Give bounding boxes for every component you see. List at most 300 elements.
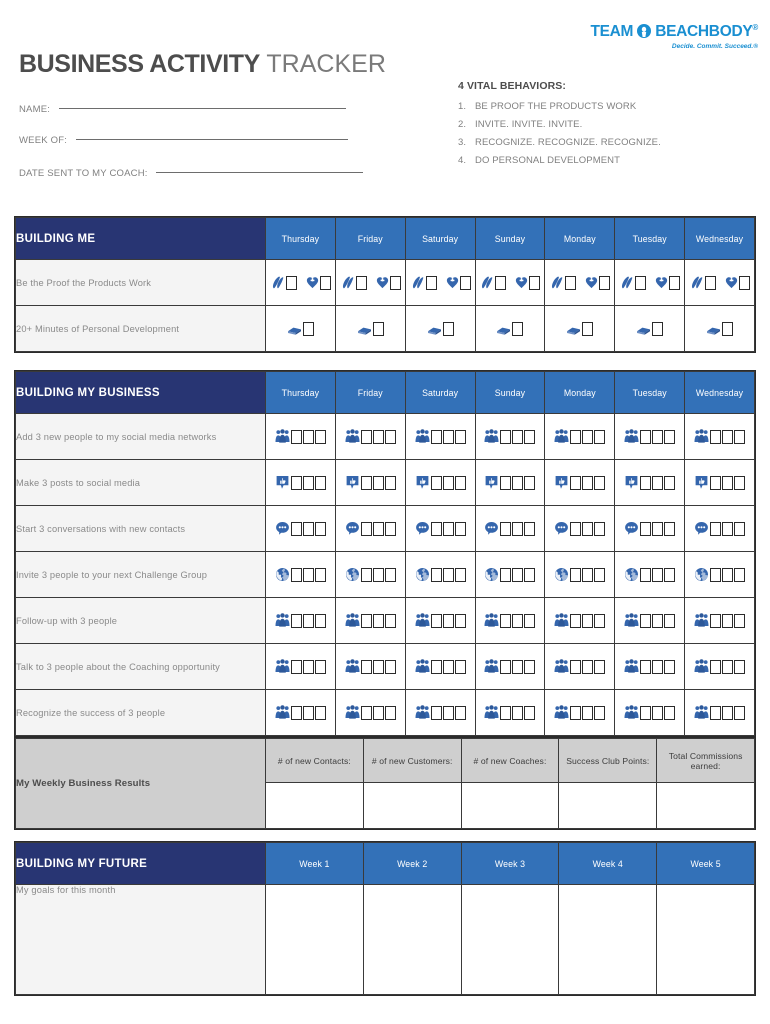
checkbox-cell-tuesday[interactable] <box>615 506 685 552</box>
checkbox-cell-saturday[interactable] <box>405 414 475 460</box>
weekly-results-label: My Weekly Business Results <box>16 739 266 829</box>
thumbs-up-bubble-icon <box>415 475 430 490</box>
checkbox[interactable] <box>361 522 372 536</box>
checkbox-cell-monday[interactable] <box>545 460 615 506</box>
checkbox-cell-friday[interactable] <box>335 552 405 598</box>
vital-behavior-number: 1. <box>458 101 467 112</box>
checkbox[interactable] <box>291 660 302 674</box>
table-row <box>16 414 755 460</box>
checkbox[interactable] <box>303 568 314 582</box>
goal-input-week-1[interactable] <box>266 885 364 995</box>
checkbox[interactable] <box>373 706 384 720</box>
checkbox[interactable] <box>373 322 384 336</box>
table-row <box>16 306 755 352</box>
checkbox-cell-thursday[interactable] <box>266 506 336 552</box>
checkbox-cell-wednesday[interactable] <box>685 414 755 460</box>
people-group-icon <box>415 429 430 444</box>
task-label: Follow-up with 3 people <box>16 598 266 644</box>
checkbox[interactable] <box>303 660 314 674</box>
checkbox[interactable] <box>443 522 454 536</box>
checkbox[interactable] <box>570 430 581 444</box>
vital-behaviors-block <box>458 80 661 173</box>
checkbox-cell-monday[interactable] <box>545 598 615 644</box>
checkbox[interactable] <box>512 660 523 674</box>
checkbox-cell-tuesday[interactable] <box>615 552 685 598</box>
checkbox[interactable] <box>722 706 733 720</box>
checkbox[interactable] <box>594 476 605 490</box>
checkbox[interactable] <box>635 276 646 290</box>
task-label-personal-development: 20+ Minutes of Personal Development <box>16 306 266 352</box>
checkbox[interactable] <box>710 660 721 674</box>
checkbox[interactable] <box>582 522 593 536</box>
book-icon <box>287 321 302 336</box>
checkbox[interactable] <box>664 660 675 674</box>
vital-behavior-item <box>458 101 661 112</box>
checkbox[interactable] <box>640 614 651 628</box>
heart-drop-icon <box>725 276 738 289</box>
checkbox[interactable] <box>734 706 745 720</box>
checkbox-cell-saturday[interactable] <box>405 306 475 352</box>
checkbox[interactable] <box>570 568 581 582</box>
people-group-icon <box>694 429 709 444</box>
field-week-of-label: WEEK OF: <box>19 135 68 146</box>
checkbox[interactable] <box>291 706 302 720</box>
checkbox[interactable] <box>455 430 466 444</box>
week-header-1: Week 1 <box>266 843 364 885</box>
checkbox[interactable] <box>512 476 523 490</box>
checkbox[interactable] <box>512 568 523 582</box>
checkbox[interactable] <box>570 660 581 674</box>
week-header-5: Week 5 <box>657 843 755 885</box>
checkbox[interactable] <box>582 430 593 444</box>
checkbox[interactable] <box>426 276 437 290</box>
checkbox-cell-wednesday[interactable] <box>685 598 755 644</box>
checkbox[interactable] <box>594 430 605 444</box>
checkbox[interactable] <box>664 568 675 582</box>
checkbox[interactable] <box>303 430 314 444</box>
checkbox-cell-friday[interactable] <box>335 598 405 644</box>
globe-icon <box>415 567 430 582</box>
checkbox-cell-tuesday[interactable] <box>615 598 685 644</box>
checkbox[interactable] <box>734 614 745 628</box>
checkbox[interactable] <box>512 430 523 444</box>
checkbox[interactable] <box>594 614 605 628</box>
checkbox[interactable] <box>734 522 745 536</box>
checkbox[interactable] <box>361 430 372 444</box>
checkbox[interactable] <box>524 660 535 674</box>
checkbox[interactable] <box>722 476 733 490</box>
checkbox[interactable] <box>710 706 721 720</box>
checkbox-cell-tuesday[interactable] <box>615 460 685 506</box>
checkbox[interactable] <box>599 276 610 290</box>
checkbox[interactable] <box>443 614 454 628</box>
checkbox[interactable] <box>385 614 396 628</box>
results-input-new-contacts[interactable] <box>266 783 364 829</box>
checkbox-cell-sunday[interactable] <box>475 260 545 306</box>
checkbox-cell-friday[interactable] <box>335 460 405 506</box>
checkbox-cell-wednesday[interactable] <box>685 552 755 598</box>
checkbox[interactable] <box>664 476 675 490</box>
checkbox[interactable] <box>455 706 466 720</box>
checkbox[interactable] <box>652 522 663 536</box>
checkbox[interactable] <box>455 568 466 582</box>
checkbox-cell-sunday[interactable] <box>475 690 545 736</box>
day-header-friday: Friday <box>335 372 405 414</box>
checkbox[interactable] <box>291 522 302 536</box>
day-header-wednesday: Wednesday <box>685 218 755 260</box>
page-header <box>0 0 770 200</box>
task-label: Recognize the success of 3 people <box>16 690 266 736</box>
checkbox[interactable] <box>664 522 675 536</box>
checkbox[interactable] <box>524 430 535 444</box>
checkbox[interactable] <box>582 322 593 336</box>
checkbox-cell-thursday[interactable] <box>266 552 336 598</box>
beachbody-badge-icon <box>637 24 651 38</box>
checkbox[interactable] <box>500 706 511 720</box>
checkbox-cell-sunday[interactable] <box>475 598 545 644</box>
weekly-results-table <box>14 737 756 830</box>
task-label: Start 3 conversations with new contacts <box>16 506 266 552</box>
checkbox[interactable] <box>443 322 454 336</box>
checkbox-cell-sunday[interactable] <box>475 552 545 598</box>
checkbox-cell-sunday[interactable] <box>475 506 545 552</box>
logo-text-beachbody: BEACHBODY <box>655 23 753 41</box>
checkbox[interactable] <box>582 476 593 490</box>
checkbox[interactable] <box>710 430 721 444</box>
checkbox[interactable] <box>722 660 733 674</box>
building-my-future-table <box>14 841 756 996</box>
goal-input-week-3[interactable] <box>461 885 559 995</box>
checkbox[interactable] <box>722 568 733 582</box>
checkbox[interactable] <box>390 276 401 290</box>
checkbox[interactable] <box>570 522 581 536</box>
checkbox-cell-wednesday[interactable] <box>685 260 755 306</box>
checkbox[interactable] <box>431 522 442 536</box>
checkbox-cell-monday[interactable] <box>545 260 615 306</box>
results-input-new-coaches[interactable] <box>461 783 559 829</box>
checkbox-cell-saturday[interactable] <box>405 690 475 736</box>
checkbox-cell-monday[interactable] <box>545 644 615 690</box>
people-group-icon <box>275 613 290 628</box>
checkbox[interactable] <box>640 476 651 490</box>
checkbox-cell-sunday[interactable] <box>475 460 545 506</box>
checkbox[interactable] <box>455 614 466 628</box>
checkbox[interactable] <box>495 276 506 290</box>
checkbox-cell-saturday[interactable] <box>405 260 475 306</box>
checkbox[interactable] <box>570 706 581 720</box>
goal-input-week-4[interactable] <box>559 885 657 995</box>
checkbox-cell-sunday[interactable] <box>475 414 545 460</box>
checkbox-cell-thursday[interactable] <box>266 644 336 690</box>
checkbox[interactable] <box>315 568 326 582</box>
field-name[interactable] <box>19 104 346 115</box>
checkbox-cell-thursday[interactable] <box>266 306 336 352</box>
checkbox[interactable] <box>320 276 331 290</box>
checkbox[interactable] <box>582 568 593 582</box>
checkbox[interactable] <box>303 706 314 720</box>
checkbox-cell-saturday[interactable] <box>405 460 475 506</box>
checkbox[interactable] <box>640 660 651 674</box>
checkbox[interactable] <box>652 568 663 582</box>
checkbox[interactable] <box>652 614 663 628</box>
checkbox[interactable] <box>652 322 663 336</box>
checkbox[interactable] <box>594 706 605 720</box>
checkbox[interactable] <box>594 568 605 582</box>
checkbox-cell-friday[interactable] <box>335 260 405 306</box>
checkbox[interactable] <box>315 430 326 444</box>
checkbox[interactable] <box>664 614 675 628</box>
checkbox[interactable] <box>529 276 540 290</box>
checkbox[interactable] <box>303 522 314 536</box>
checkbox[interactable] <box>594 660 605 674</box>
people-group-icon <box>624 659 639 674</box>
checkbox[interactable] <box>734 568 745 582</box>
checkbox[interactable] <box>431 476 442 490</box>
checkbox[interactable] <box>385 568 396 582</box>
checkbox[interactable] <box>710 522 721 536</box>
checkbox[interactable] <box>373 476 384 490</box>
checkbox[interactable] <box>500 614 511 628</box>
checkbox[interactable] <box>315 614 326 628</box>
checkbox-cell-sunday[interactable] <box>475 644 545 690</box>
checkbox[interactable] <box>734 660 745 674</box>
checkbox[interactable] <box>460 276 471 290</box>
people-group-icon <box>275 659 290 674</box>
checkbox[interactable] <box>705 276 716 290</box>
checkbox-cell-sunday[interactable] <box>475 306 545 352</box>
checkbox[interactable] <box>361 568 372 582</box>
checkbox[interactable] <box>524 476 535 490</box>
checkbox-cell-friday[interactable] <box>335 644 405 690</box>
checkbox[interactable] <box>640 706 651 720</box>
checkbox-cell-wednesday[interactable] <box>685 306 755 352</box>
checkbox[interactable] <box>385 706 396 720</box>
checkbox[interactable] <box>431 568 442 582</box>
checkbox[interactable] <box>286 276 297 290</box>
checkbox[interactable] <box>303 322 314 336</box>
checkbox[interactable] <box>582 706 593 720</box>
vital-behavior-number: 2. <box>458 119 467 130</box>
checkbox[interactable] <box>710 614 721 628</box>
results-input-new-customers[interactable] <box>363 783 461 829</box>
checkbox[interactable] <box>734 430 745 444</box>
people-group-icon <box>275 429 290 444</box>
checkbox[interactable] <box>722 430 733 444</box>
day-header-thursday: Thursday <box>266 372 336 414</box>
checkbox-cell-monday[interactable] <box>545 414 615 460</box>
checkbox-cell-thursday[interactable] <box>266 598 336 644</box>
goal-input-week-5[interactable] <box>657 885 755 995</box>
checkbox[interactable] <box>570 614 581 628</box>
checkbox[interactable] <box>512 522 523 536</box>
checkbox-cell-saturday[interactable] <box>405 552 475 598</box>
checkbox[interactable] <box>594 522 605 536</box>
checkbox-cell-monday[interactable] <box>545 552 615 598</box>
field-date-sent-to-coach[interactable] <box>19 168 363 179</box>
checkbox[interactable] <box>385 522 396 536</box>
checkbox[interactable] <box>565 276 576 290</box>
checkbox[interactable] <box>431 706 442 720</box>
page-title-bold: BUSINESS ACTIVITY <box>19 50 260 78</box>
checkbox[interactable] <box>373 614 384 628</box>
checkbox[interactable] <box>443 430 454 444</box>
checkbox[interactable] <box>669 276 680 290</box>
goal-input-week-2[interactable] <box>363 885 461 995</box>
results-input-success-club-points[interactable] <box>559 783 657 829</box>
people-group-icon <box>415 613 430 628</box>
checkbox-cell-tuesday[interactable] <box>615 306 685 352</box>
checkbox-cell-saturday[interactable] <box>405 644 475 690</box>
checkbox-cell-tuesday[interactable] <box>615 690 685 736</box>
field-week-of-rule[interactable] <box>76 139 348 140</box>
checkbox[interactable] <box>373 660 384 674</box>
checkbox-cell-wednesday[interactable] <box>685 690 755 736</box>
logo-registered-mark: ® <box>752 23 758 32</box>
checkbox[interactable] <box>664 706 675 720</box>
checkbox[interactable] <box>361 476 372 490</box>
checkbox[interactable] <box>652 660 663 674</box>
day-header-sunday: Sunday <box>475 372 545 414</box>
checkbox[interactable] <box>291 476 302 490</box>
people-group-icon <box>345 705 360 720</box>
checkbox[interactable] <box>291 568 302 582</box>
checkbox[interactable] <box>315 522 326 536</box>
checkbox[interactable] <box>582 614 593 628</box>
checkbox[interactable] <box>315 706 326 720</box>
vital-behavior-item <box>458 119 661 130</box>
checkbox[interactable] <box>500 430 511 444</box>
checkbox[interactable] <box>303 614 314 628</box>
shake-icon <box>340 275 355 290</box>
checkbox[interactable] <box>361 706 372 720</box>
checkbox[interactable] <box>385 660 396 674</box>
vital-behavior-item <box>458 137 661 148</box>
checkbox[interactable] <box>652 476 663 490</box>
checkbox[interactable] <box>431 660 442 674</box>
checkbox-cell-tuesday[interactable] <box>615 644 685 690</box>
field-name-rule[interactable] <box>59 108 346 109</box>
checkbox[interactable] <box>373 568 384 582</box>
checkbox-cell-thursday[interactable] <box>266 690 336 736</box>
checkbox[interactable] <box>443 476 454 490</box>
task-label: Talk to 3 people about the Coaching opportunity <box>16 644 266 690</box>
checkbox-cell-wednesday[interactable] <box>685 506 755 552</box>
checkbox-cell-thursday[interactable] <box>266 460 336 506</box>
checkbox-cell-monday[interactable] <box>545 690 615 736</box>
checkbox[interactable] <box>455 660 466 674</box>
checkbox[interactable] <box>739 276 750 290</box>
checkbox[interactable] <box>361 614 372 628</box>
checkbox[interactable] <box>722 614 733 628</box>
checkbox-cell-friday[interactable] <box>335 414 405 460</box>
thumbs-up-bubble-icon <box>484 475 499 490</box>
day-header-saturday: Saturday <box>405 372 475 414</box>
checkbox-cell-friday[interactable] <box>335 306 405 352</box>
building-my-business-header-row <box>16 372 755 414</box>
checkbox[interactable] <box>722 522 733 536</box>
checkbox-cell-friday[interactable] <box>335 506 405 552</box>
field-week-of[interactable] <box>19 135 348 146</box>
checkbox[interactable] <box>570 476 581 490</box>
checkbox[interactable] <box>500 568 511 582</box>
checkbox[interactable] <box>385 430 396 444</box>
checkbox[interactable] <box>500 522 511 536</box>
field-date-sent-to-coach-rule[interactable] <box>156 172 363 173</box>
checkbox[interactable] <box>443 660 454 674</box>
checkbox[interactable] <box>385 476 396 490</box>
checkbox[interactable] <box>640 568 651 582</box>
checkbox[interactable] <box>373 430 384 444</box>
checkbox[interactable] <box>722 322 733 336</box>
checkbox[interactable] <box>315 476 326 490</box>
checkbox[interactable] <box>640 430 651 444</box>
checkbox[interactable] <box>582 660 593 674</box>
checkbox[interactable] <box>640 522 651 536</box>
checkbox[interactable] <box>652 706 663 720</box>
results-header-total-commissions: Total Commissions earned: <box>657 739 755 783</box>
checkbox[interactable] <box>356 276 367 290</box>
checkbox-cell-saturday[interactable] <box>405 506 475 552</box>
checkbox-cell-wednesday[interactable] <box>685 644 755 690</box>
checkbox-cell-saturday[interactable] <box>405 598 475 644</box>
checkbox-cell-thursday[interactable] <box>266 260 336 306</box>
checkbox[interactable] <box>710 476 721 490</box>
thumbs-up-bubble-icon <box>624 475 639 490</box>
checkbox[interactable] <box>291 430 302 444</box>
checkbox[interactable] <box>361 660 372 674</box>
checkbox[interactable] <box>455 476 466 490</box>
book-icon <box>566 321 581 336</box>
table-row <box>16 552 755 598</box>
checkbox-cell-friday[interactable] <box>335 690 405 736</box>
checkbox[interactable] <box>303 476 314 490</box>
checkbox[interactable] <box>431 430 442 444</box>
checkbox[interactable] <box>524 706 535 720</box>
task-label-be-the-proof: Be the Proof the Products Work <box>16 260 266 306</box>
checkbox[interactable] <box>455 522 466 536</box>
results-input-total-commissions[interactable] <box>657 783 755 829</box>
checkbox[interactable] <box>512 706 523 720</box>
checkbox[interactable] <box>512 614 523 628</box>
checkbox[interactable] <box>512 322 523 336</box>
checkbox[interactable] <box>524 522 535 536</box>
checkbox-cell-monday[interactable] <box>545 306 615 352</box>
checkbox[interactable] <box>315 660 326 674</box>
checkbox[interactable] <box>443 706 454 720</box>
checkbox[interactable] <box>710 568 721 582</box>
checkbox-cell-tuesday[interactable] <box>615 260 685 306</box>
checkbox[interactable] <box>443 568 454 582</box>
checkbox[interactable] <box>291 614 302 628</box>
checkbox[interactable] <box>373 522 384 536</box>
checkbox[interactable] <box>664 430 675 444</box>
checkbox-cell-wednesday[interactable] <box>685 460 755 506</box>
checkbox[interactable] <box>652 430 663 444</box>
checkbox-cell-monday[interactable] <box>545 506 615 552</box>
thumbs-up-bubble-icon <box>694 475 709 490</box>
checkbox[interactable] <box>734 476 745 490</box>
checkbox[interactable] <box>500 660 511 674</box>
building-me-header-row <box>16 218 755 260</box>
vital-behavior-item <box>458 155 661 166</box>
checkbox[interactable] <box>500 476 511 490</box>
checkbox[interactable] <box>524 568 535 582</box>
checkbox[interactable] <box>431 614 442 628</box>
checkbox-cell-thursday[interactable] <box>266 414 336 460</box>
chat-bubble-icon <box>415 521 430 536</box>
checkbox[interactable] <box>524 614 535 628</box>
checkbox-cell-tuesday[interactable] <box>615 414 685 460</box>
